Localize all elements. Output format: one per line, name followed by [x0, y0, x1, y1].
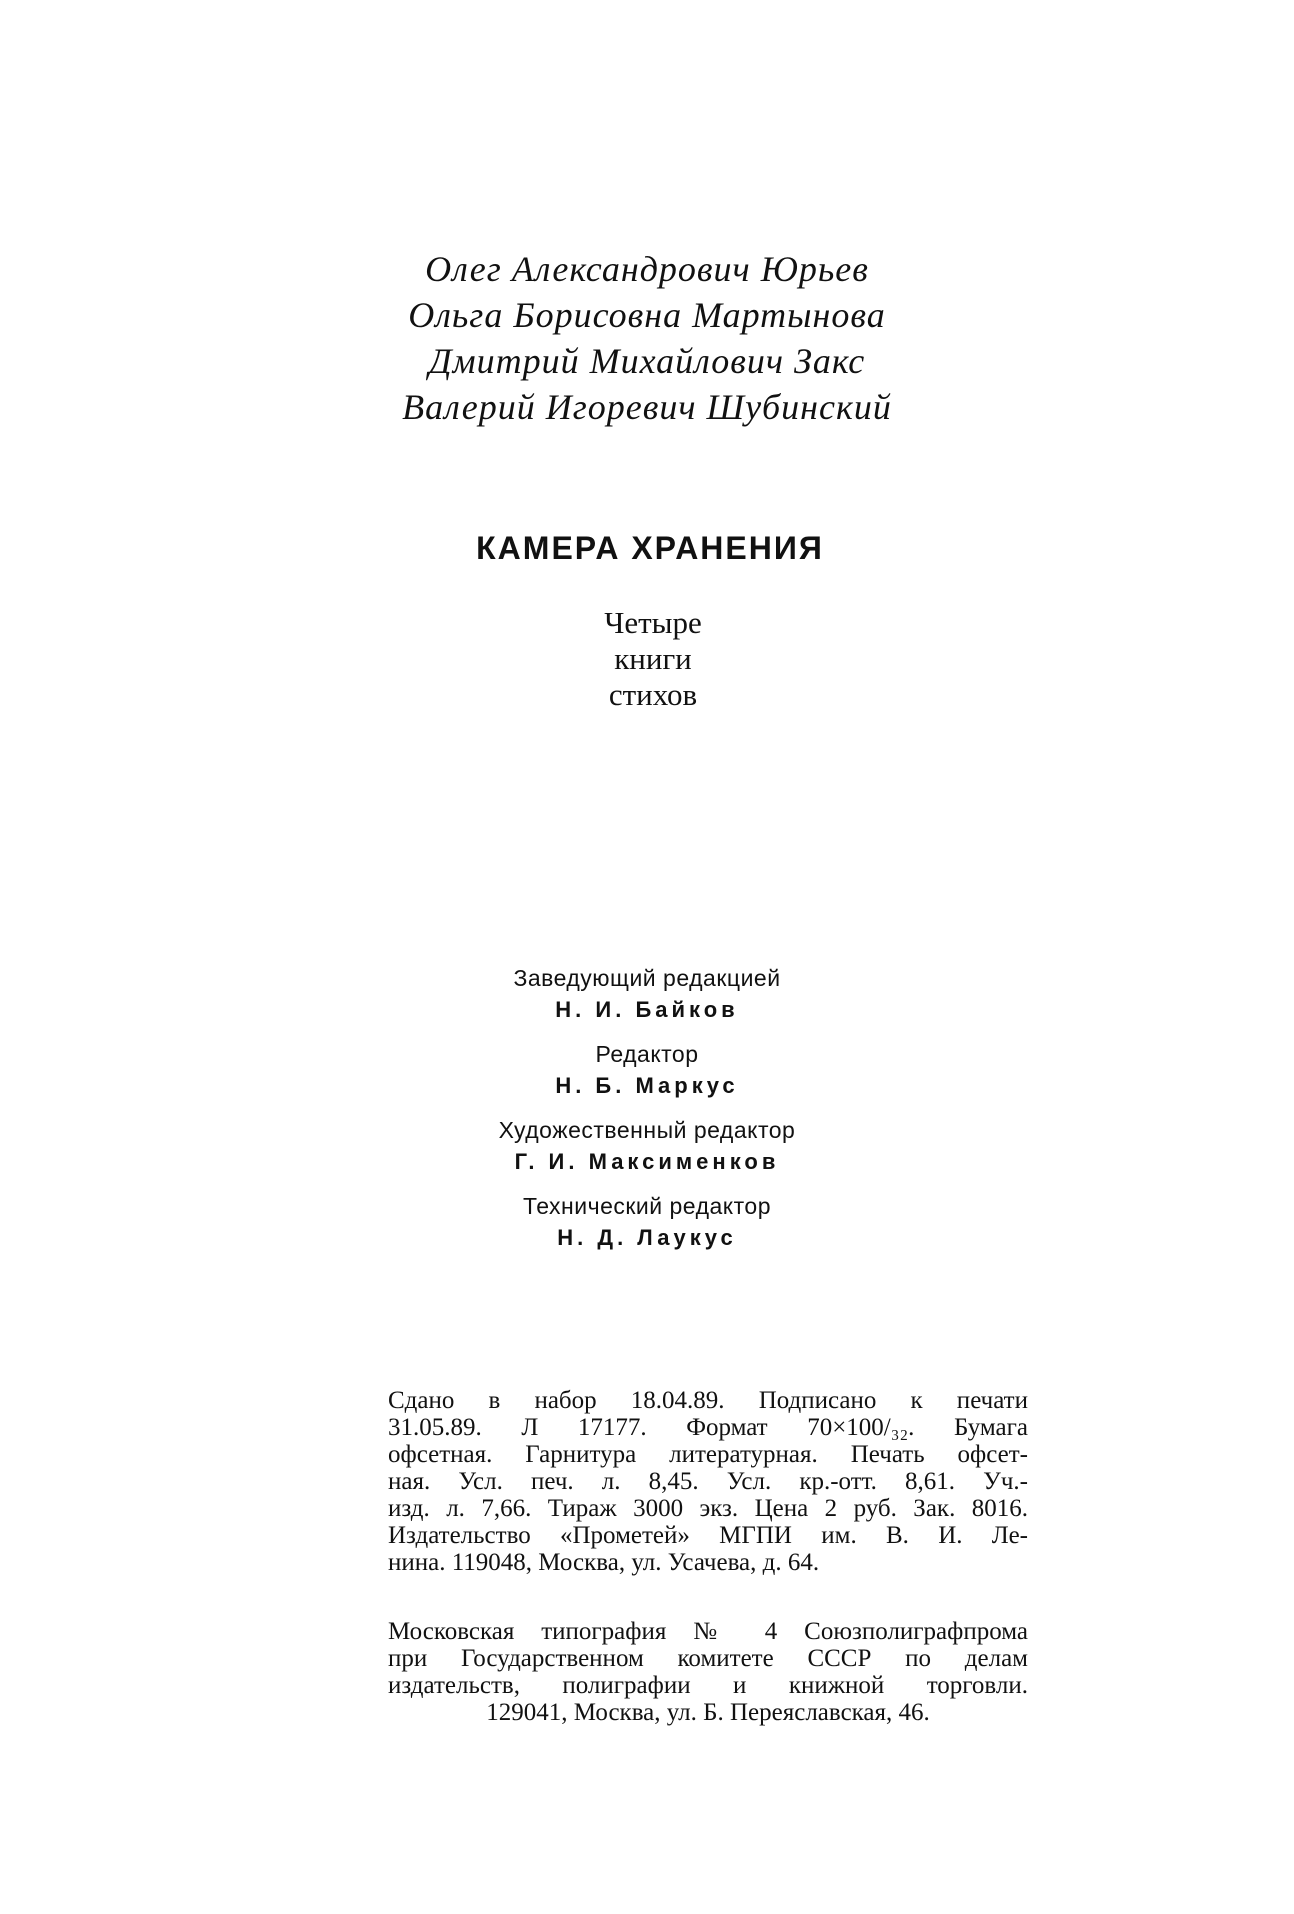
credit-entry	[0, 1114, 1294, 1178]
editorial-credits	[0, 962, 1294, 1266]
printer-line: Московская типография № 4 Союзполиграфпрома	[388, 1618, 1028, 1645]
subtitle-line: Четыре	[604, 605, 702, 640]
credit-entry	[0, 962, 1294, 1026]
credit-entry	[0, 1038, 1294, 1102]
author-name: Дмитрий Михайлович Закс	[428, 341, 866, 381]
author-name: Олег Александрович Юрьев	[425, 249, 869, 289]
printer-line: 129041, Москва, ул. Б. Переяславская, 46.	[486, 1699, 930, 1726]
imprint-line: ная. Усл. печ. л. 8,45. Усл. кр.-отт. 8,61. Уч.-	[388, 1468, 1028, 1495]
credit-name: Н. Д. Лаукус	[557, 1225, 737, 1250]
imprint-line: нина. 119048, Москва, ул. Усачева, д. 64.	[388, 1549, 820, 1576]
credit-name: Г. И. Максименков	[514, 1149, 780, 1174]
subtitle-line: стихов	[608, 677, 698, 712]
printer-details	[388, 1618, 1028, 1726]
subtitle-line: книги	[614, 641, 692, 676]
author-list	[0, 246, 1294, 430]
author-name: Валерий Игоревич Шубинский	[402, 387, 892, 427]
book-subtitle	[0, 605, 1294, 713]
imprint-line: изд. л. 7,66. Тираж 3000 экз. Цена 2 руб. Зак. 8016.	[388, 1495, 1028, 1522]
printer-line: при Государственном комитете СССР по делам	[388, 1645, 1028, 1672]
credit-name: Н. Б. Маркус	[555, 1073, 739, 1098]
imprint-line: Сдано в набор 18.04.89. Подписано к печати	[388, 1387, 1028, 1414]
imprint-line: офсетная. Гарнитура литературная. Печать офсет-	[388, 1441, 1028, 1468]
imprint-line: Издательство «Прометей» МГПИ им. В. И. Ле-	[388, 1522, 1028, 1549]
credit-role: Технический редактор	[523, 1193, 771, 1219]
credit-role: Редактор	[595, 1041, 699, 1067]
book-title: КАМЕРА ХРАНЕНИЯ	[476, 530, 824, 566]
credit-entry	[0, 1190, 1294, 1254]
author-name: Ольга Борисовна Мартынова	[408, 295, 886, 335]
printer-line: издательств, полиграфии и книжной торговли.	[388, 1672, 1028, 1699]
credit-role: Художественный редактор	[498, 1117, 796, 1143]
print-details	[388, 1387, 1028, 1576]
credit-role: Заведующий редакцией	[513, 965, 781, 991]
imprint-line: 31.05.89. Л 17177. Формат 70×100/₃₂. Бумага	[388, 1414, 1028, 1441]
credit-name: Н. И. Байков	[555, 997, 739, 1022]
